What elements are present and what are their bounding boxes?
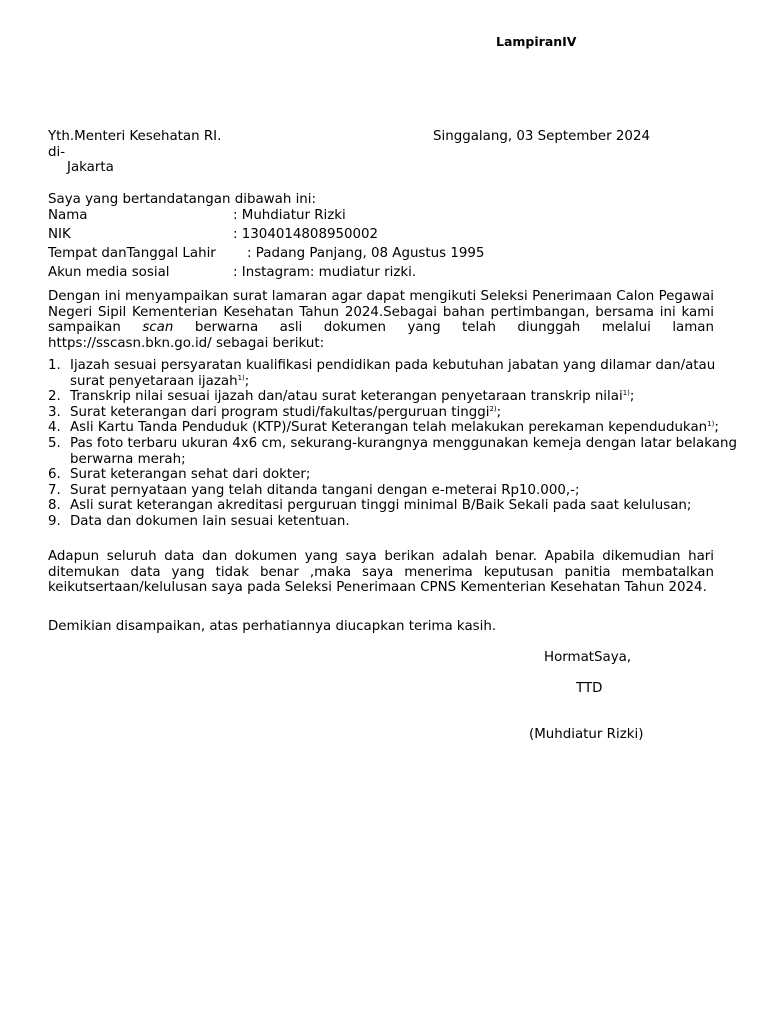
attachment-label: LampiranIV — [496, 34, 577, 49]
field-label: NIK — [48, 227, 71, 242]
field-label: Akun media sosial — [48, 265, 170, 280]
field-label: Nama — [48, 208, 88, 223]
recipient-di: di- — [48, 145, 66, 160]
list-item: 5. Pas foto terbaru ukuran 4x6 cm, sekurang-kurangnya menggunakan kemeja dengan latar belakang berwarna merah; — [48, 435, 737, 467]
closing-text: Demikian disampaikan, atas perhatiannya diucapkan terima kasih. — [48, 619, 497, 634]
field-label: Tempat danTanggal Lahir — [48, 246, 216, 261]
field-value: : Padang Panjang, 08 Agustus 1995 — [247, 246, 485, 261]
italic-scan: scan — [142, 320, 174, 336]
field-value: : Muhdiatur Rizki — [233, 208, 346, 223]
signature-ttd: TTD — [576, 681, 603, 696]
field-value: : 1304014808950002 — [233, 227, 379, 242]
place-date: Singgalang, 03 September 2024 — [433, 129, 650, 144]
recipient: Yth.Menteri Kesehatan RI. — [48, 129, 222, 144]
list-item: 9. Data dan dokumen lain sesuai ketentuan. — [48, 513, 350, 529]
field-nama — [48, 208, 346, 224]
list-item: 1. Ijazah sesuai persyaratan kualifikasi pendidikan pada kebutuhan jabatan yang dilamar dan/atau surat penyetaraan ijazah$^{1)}$; — [48, 358, 716, 389]
paragraph-statement: Adapun seluruh data dan dokumen yang saya berikan adalah benar. Apabila dikemudian hari ditemukan data yang tidak benar ,maka saya menerima keputusan panitia membatalkan keikutsertaan/kelulusan saya pada Seleksi Penerimaan CPNS Kementerian Kesehatan Tahun 2024. — [48, 549, 714, 596]
recipient-city: Jakarta — [67, 160, 114, 175]
field-social — [48, 265, 417, 281]
signature-name: (Muhdiatur Rizki) — [529, 727, 644, 742]
field-nik — [48, 227, 379, 243]
list-item: 2. Transkrip nilai sesuai ijazah dan/atau surat keterangan penyetaraan transkrip nilai$^{1)}$; — [48, 389, 635, 405]
intro-text: Saya yang bertandatangan dibawah ini: — [48, 192, 317, 207]
list-item: 7. Surat pernyataan yang telah ditanda tangani dengan e-meterai Rp10.000,-; — [48, 482, 580, 498]
list-item: 6. Surat keterangan sehat dari dokter; — [48, 467, 311, 483]
list-item: 3. Surat keterangan dari program studi/fakultas/perguruan tinggi$^{2)}$; — [48, 404, 502, 420]
list-item: 8. Asli surat keterangan akreditasi perguruan tinggi minimal B/Baik Sekali pada saat kelulusan; — [48, 498, 692, 514]
signature-greeting: HormatSaya, — [544, 650, 632, 665]
paragraph-application: Dengan ini menyampaikan surat lamaran agar dapat mengikuti Seleksi Penerimaan Calon Pegawai Negeri Sipil Kementerian Kesehatan Tahun 2024.Sebagai bahan pertimbangan, bersama ini kami sampaikan scan berwarna asli dokumen yang telah diunggah melalui laman https://sscasn.bkn.go.id/ sebagai berikut: — [48, 289, 714, 351]
document-list — [48, 358, 738, 530]
field-birth — [48, 246, 485, 262]
field-value: : Instagram: mudiatur rizki. — [233, 265, 417, 280]
list-item: 4. Asli Kartu Tanda Penduduk (KTP)/Surat Keterangan telah melakukan perekaman kependudukan$^{1)}$; — [48, 420, 719, 436]
